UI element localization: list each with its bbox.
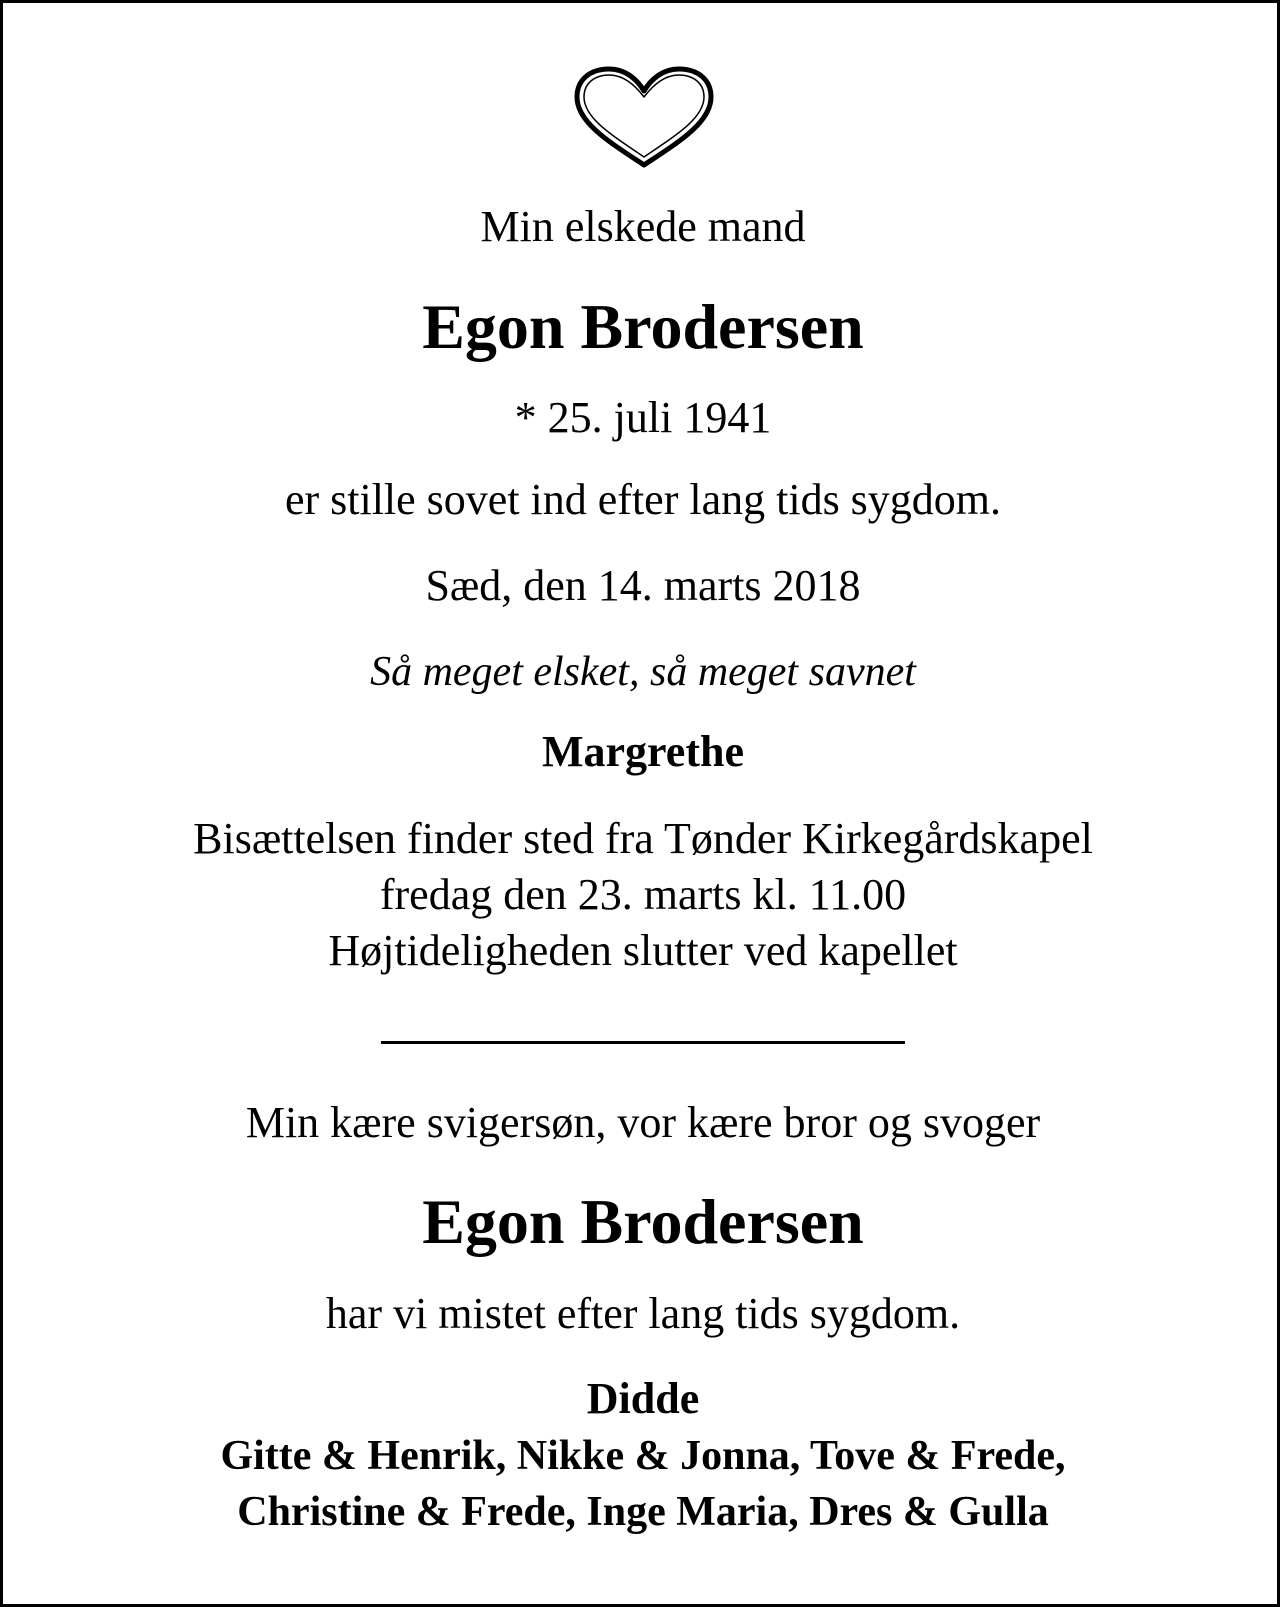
notice2-intro: Min kære svigersøn, vor kære bror og svoger <box>245 1098 1041 1147</box>
notice1-birth-date: * 25. juli 1941 <box>514 393 772 442</box>
notice2-message: har vi mistet efter lang tids sygdom. <box>325 1289 961 1338</box>
notice1-signature: Margrethe <box>542 727 744 776</box>
notice1-motto: Så meget elsket, så meget savnet <box>370 649 916 695</box>
notice2-deceased-name: Egon Brodersen <box>422 1186 864 1257</box>
notice1-intro: Min elskede mand <box>480 202 806 251</box>
notice1-funeral-line-1: Bisættelsen finder sted fra Tønder Kirkegårdskapel <box>193 814 1093 863</box>
notice1-place-date: Sæd, den 14. marts 2018 <box>425 561 861 610</box>
heart-outline-icon <box>571 65 717 173</box>
notice1-funeral-line-3: Højtideligheden slutter ved kapellet <box>328 926 958 975</box>
notice2-signature-2: Gitte & Henrik, Nikke & Jonna, Tove & Frede, <box>220 1433 1066 1479</box>
notice1-funeral-line-2: fredag den 23. marts kl. 11.00 <box>379 870 907 919</box>
notice2-signature-3: Christine & Frede, Inge Maria, Dres & Gulla <box>237 1489 1049 1535</box>
section-divider <box>381 1041 905 1044</box>
notice2-signature-1: Didde <box>586 1374 700 1423</box>
notice1-message: er stille sovet ind efter lang tids sygdom. <box>284 475 1002 524</box>
notice1-deceased-name: Egon Brodersen <box>422 291 864 362</box>
